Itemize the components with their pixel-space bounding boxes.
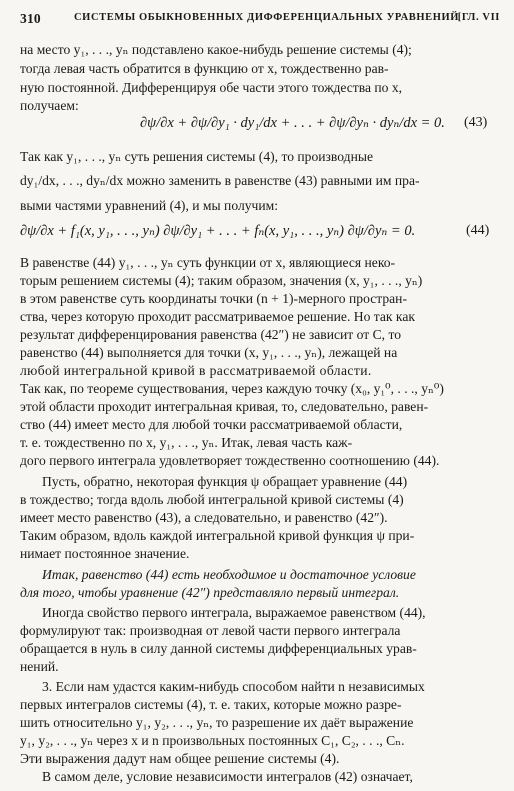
equation-number: (44) <box>466 223 490 238</box>
text-line: ную постоянной. Дифференцируя обе части этого тождества по x, <box>20 80 403 95</box>
text-line: Пусть, обратно, некоторая функция ψ обращает уравнение (44) <box>42 474 408 489</box>
text-line: Эти выражения дадут нам общее решение системы (4). <box>20 751 340 766</box>
text-line: ства, через которую проходит рассматриваемое решение. Но так как <box>20 309 415 324</box>
text-line: в этом равенстве суть координаты точки (n + 1)-мерного простран- <box>20 291 407 306</box>
page-number: 310 <box>20 11 41 26</box>
text-line: любой интегральной кривой в рассматриваемой области. <box>20 363 372 378</box>
text-line: тогда левая часть обратится в функцию от x, тождественно рав- <box>20 61 389 76</box>
text-line: шить относительно y₁, y₂, . . ., yₙ, то разрешение их даёт выражение <box>20 715 414 730</box>
text-line: формулируют так: производная от левой части первого интеграла <box>20 623 401 638</box>
text-line: на место y₁, . . ., yₙ подставлено какое-нибудь решение системы (4); <box>20 42 412 57</box>
text-line: Иногда свойство первого интеграла, выражаемое равенством (44), <box>42 605 426 620</box>
equation-43: ∂ψ/∂x + ∂ψ/∂y₁ · dy₁/dx + . . . + ∂ψ/∂yₙ · dyₙ/dx = 0. <box>140 115 445 131</box>
text-line: получаем: <box>20 98 79 113</box>
text-line: этой области проходит интегральная кривая, то, следовательно, равен- <box>20 399 429 414</box>
text-line: Таким образом, вдоль каждой интегральной кривой функция ψ при- <box>20 528 415 543</box>
text-line: нимает постоянное значение. <box>20 546 190 561</box>
text-line: равенство (44) выполняется для точки (x, y₁, . . ., yₙ), лежащей на <box>20 345 398 360</box>
running-title: СИСТЕМЫ ОБЫКНОВЕННЫХ ДИФФЕРЕНЦИАЛЬНЫХ УРАВНЕНИЙ <box>74 12 460 23</box>
chapter-label: [ГЛ. VII <box>457 12 500 23</box>
text-line: Так как y₁, . . ., yₙ суть решения системы (4), то производные <box>20 149 374 164</box>
text-line: В равенстве (44) y₁, . . ., yₙ суть функции от x, являющиеся неко- <box>20 255 396 270</box>
text-line: первых интегралов системы (4), т. е. таких, которые можно разре- <box>20 697 402 712</box>
text-line: для того, чтобы уравнение (42″) представляло первый интеграл. <box>20 585 400 600</box>
text-line: т. е. тождественно по x, y₁, . . ., yₙ. Итак, левая часть каж- <box>20 435 353 450</box>
text-line: выми частями уравнений (4), и мы получим: <box>20 198 279 213</box>
text-line: dy₁/dx, . . ., dyₙ/dx можно заменить в равенстве (43) равными им пра- <box>20 173 420 188</box>
running-header <box>20 8 500 30</box>
text-line: результат дифференцирования равенства (42″) не зависит от C, то <box>20 327 402 342</box>
text-line: В самом деле, условие независимости интегралов (42) означает, <box>42 769 413 784</box>
text-line: имеет место равенство (43), а следовательно, и равенство (42″). <box>20 510 388 525</box>
equation-number: (43) <box>464 115 488 130</box>
text-line: Итак, равенство (44) есть необходимое и достаточное условие <box>42 567 416 582</box>
text-line: торым решением системы (4); таким образом, значения (x, y₁, . . ., yₙ) <box>20 273 423 288</box>
text-line: дого первого интеграла удовлетворяет тождественно соотношению (44). <box>20 453 440 468</box>
text-line: y₁, y₂, . . ., yₙ через x и n произвольных постоянных C₁, C₂, . . ., Cₙ. <box>20 733 405 748</box>
text-line: Так как, по теореме существования, через каждую точку (x₀, y₁⁰, . . ., yₙ⁰) <box>20 381 444 396</box>
text-line: 3. Если нам удастся каким-нибудь способом найти n независимых <box>42 679 425 694</box>
text-line: обращается в нуль в силу данной системы дифференциальных урав- <box>20 641 417 656</box>
text-line: ство (44) имеет место для любой точки рассматриваемой области, <box>20 417 403 432</box>
text-line: в тождество; тогда вдоль любой интегральной кривой системы (4) <box>20 492 404 507</box>
text-line: нений. <box>20 659 59 674</box>
equation-44: ∂ψ/∂x + f₁(x, y₁, . . ., yₙ) ∂ψ/∂y₁ + . . . + fₙ(x, y₁, . . ., yₙ) ∂ψ/∂yₙ = 0. <box>20 223 416 239</box>
